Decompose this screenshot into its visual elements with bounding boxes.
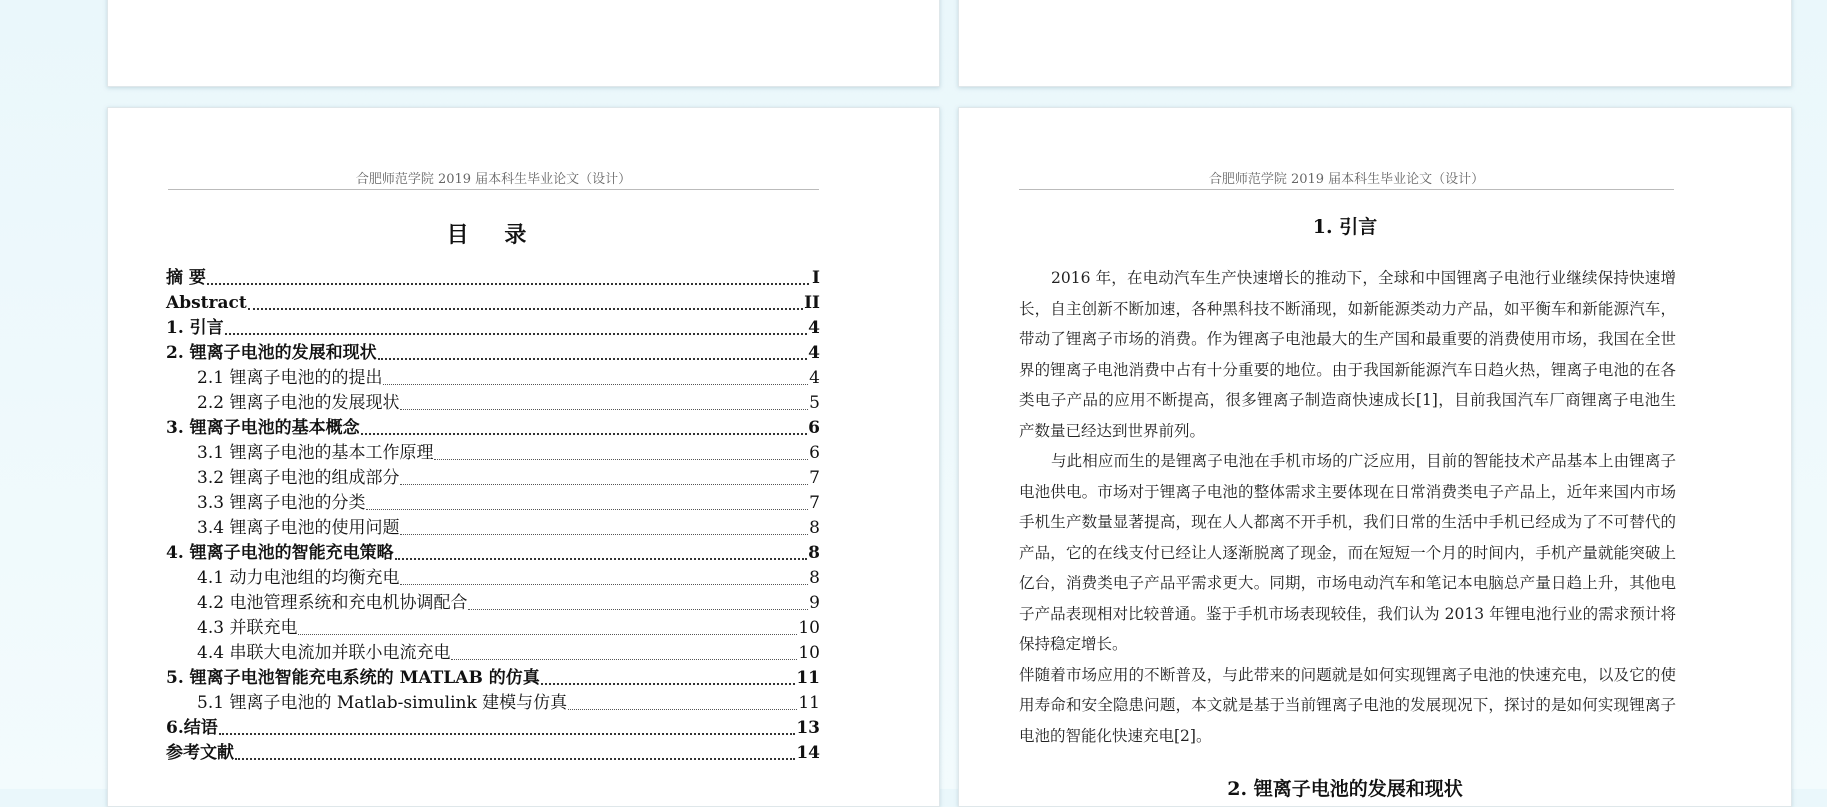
toc-entry[interactable] [166, 641, 820, 666]
toc-leader-dots [468, 603, 808, 610]
toc-entry-page: 8 [809, 568, 820, 588]
toc-entry-page: 10 [798, 643, 820, 663]
toc-entry-label: 3.2 锂离子电池的组成部分 [197, 468, 400, 488]
toc-leader-dots [400, 403, 808, 410]
toc-leader-dots [541, 677, 796, 685]
toc-entry[interactable] [166, 291, 820, 316]
toc-entry-page: 8 [809, 518, 820, 538]
toc-entry[interactable] [166, 491, 820, 516]
toc-entry-page: 7 [809, 493, 820, 513]
toc-entry-page: 11 [798, 693, 820, 713]
toc-entry-page: 13 [796, 718, 820, 738]
toc-leader-dots [400, 578, 808, 585]
toc-leader-dots [219, 727, 796, 735]
toc-entry-label: 4.1 动力电池组的均衡充电 [197, 568, 400, 588]
toc-entry-label: 3.1 锂离子电池的基本工作原理 [197, 443, 434, 463]
toc-entry-label: 4.4 串联大电流加并联小电流充电 [197, 643, 451, 663]
toc-entry-page: 4 [809, 368, 820, 388]
toc-entry-page: 7 [809, 468, 820, 488]
toc-entry-page: 4 [808, 343, 820, 363]
toc-entry-page: 5 [809, 393, 820, 413]
toc-entry-label: 3. 锂离子电池的基本概念 [166, 418, 360, 438]
toc-entry-page: 8 [808, 543, 820, 563]
toc-entry-label: Abstract [166, 293, 247, 313]
toc-entry-label: 2.2 锂离子电池的发展现状 [197, 393, 400, 413]
toc-entry-label: 3.4 锂离子电池的使用问题 [197, 518, 400, 538]
toc-entry-label: 2.1 锂离子电池的的提出 [197, 368, 383, 388]
toc-entry-label: 4.3 并联充电 [197, 618, 298, 638]
toc-entry-label: 4.2 电池管理系统和充电机协调配合 [197, 593, 468, 613]
toc-leader-dots [451, 653, 797, 660]
toc-entry[interactable] [166, 466, 820, 491]
section-heading-next: 2. 锂离子电池的发展和现状 [1227, 778, 1463, 800]
document-page-top-right [958, 0, 1792, 87]
toc-leader-dots [395, 552, 807, 560]
toc-entry-page: 10 [798, 618, 820, 638]
paragraph: 2016 年，在电动汽车生产快速增长的推动下，全球和中国锂离子电池行业继续保持快速增长，自主创新不断加速，各种黑科技不断涌现，如新能源类动力产品，如平衡车和新能源汽车，带动了锂离子市场的消费。作为锂离子电池最大的生产国和最重要的消费使用市场，我国在全世界的锂离子电池消费中占有十分重要的地位。由于我国新能源汽车日趋火热，锂离子电池的在各类电子产品的应用不断提高，很多锂离子制造商快速成长[1]，目前我国汽车厂商锂离子电池生产数量已经达到世界前列。 [1019, 269, 1676, 440]
toc-entry[interactable] [166, 541, 820, 566]
toc-entry-label: 2. 锂离子电池的发展和现状 [166, 343, 377, 363]
toc-leader-dots [225, 327, 807, 335]
toc-entry-page: 14 [796, 743, 820, 763]
toc-entry[interactable] [166, 666, 820, 691]
toc-entry-page: 6 [808, 418, 820, 438]
toc-entry[interactable] [166, 616, 820, 641]
toc-entry[interactable] [166, 591, 820, 616]
toc-leader-dots [361, 427, 807, 435]
toc-entry[interactable] [166, 716, 820, 741]
toc-leader-dots [378, 352, 807, 360]
toc-entry[interactable] [166, 691, 820, 716]
toc-leader-dots [235, 752, 795, 760]
document-page-intro [958, 107, 1792, 807]
toc-entry[interactable] [166, 341, 820, 366]
paragraph: 与此相应而生的是锂离子电池在手机市场的广泛应用，目前的智能技术产品基本上由锂离子电池供电。市场对于锂离子电池的整体需求主要体现在日常消费类电子产品上，近年来国内市场手机生产数量显著提高，现在人人都离不开手机，我们日常的生活中手机已经成为了不可替代的产品，它的在线支付已经让人逐渐脱离了现金，而在短短一个月的时间内，手机产量就能突破上亿台，消费类电子产品平需求更大。同期，市场电动汽车和笔记本电脑总产量日趋上升，其他电子产品表现相对比较普通。鉴于手机市场表现较佳，我们认为 2013 年锂电池行业的需求预计将保持稳定增长。 [1019, 452, 1676, 653]
toc-entry[interactable] [166, 516, 820, 541]
toc-entry-label: 4. 锂离子电池的智能充电策略 [166, 543, 394, 563]
toc-leader-dots [383, 378, 808, 385]
toc-entry-page: II [804, 293, 820, 313]
toc-entry-page: 11 [796, 668, 820, 688]
toc-entry-label: 5. 锂离子电池智能充电系统的 MATLAB 的仿真 [166, 668, 540, 688]
paragraph: 伴随着市场应用的不断普及，与此带来的问题就是如何实现锂离子电池的快速充电，以及它的使用寿命和安全隐患问题，本文就是基于当前锂离子电池的发展现况下，探讨的是如何实现锂离子电池的智能化快速充电[2]。 [1019, 665, 1676, 745]
toc-entry[interactable] [166, 741, 820, 766]
toc-leader-dots [568, 703, 797, 710]
running-header: 合肥师范学院 2019 届本科生毕业论文（设计） [1019, 168, 1674, 190]
toc-leader-dots [434, 453, 808, 460]
toc-entry-page: 9 [809, 593, 820, 613]
toc-leader-dots [400, 478, 808, 485]
table-of-contents [166, 266, 820, 766]
toc-leader-dots [400, 528, 808, 535]
toc-entry[interactable] [166, 391, 820, 416]
toc-entry-page: 4 [808, 318, 820, 338]
intro-body [1019, 263, 1676, 751]
running-header: 合肥师范学院 2019 届本科生毕业论文（设计） [168, 168, 819, 190]
toc-entry-page: 6 [809, 443, 820, 463]
toc-entry-label: 3.3 锂离子电池的分类 [197, 493, 366, 513]
toc-entry[interactable] [166, 566, 820, 591]
toc-leader-dots [298, 628, 797, 635]
toc-entry-page: I [812, 268, 820, 288]
toc-leader-dots [248, 302, 803, 310]
toc-entry[interactable] [166, 441, 820, 466]
toc-leader-dots [366, 503, 808, 510]
toc-entry-label: 6.结语 [166, 718, 218, 738]
toc-entry[interactable] [166, 316, 820, 341]
toc-title: 目 录 [446, 222, 541, 248]
document-page-toc [107, 107, 940, 807]
toc-leader-dots [207, 277, 809, 285]
section-heading-intro: 1. 引言 [1312, 216, 1378, 238]
toc-entry-label: 5.1 锂离子电池的 Matlab-simulink 建模与仿真 [197, 693, 568, 713]
toc-entry[interactable] [166, 266, 820, 291]
toc-entry-label: 1. 引言 [166, 318, 224, 338]
toc-entry[interactable] [166, 366, 820, 391]
document-page-top-left [107, 0, 940, 87]
toc-entry-label: 摘 要 [166, 268, 206, 288]
toc-entry[interactable] [166, 416, 820, 441]
toc-entry-label: 参考文献 [166, 743, 234, 763]
